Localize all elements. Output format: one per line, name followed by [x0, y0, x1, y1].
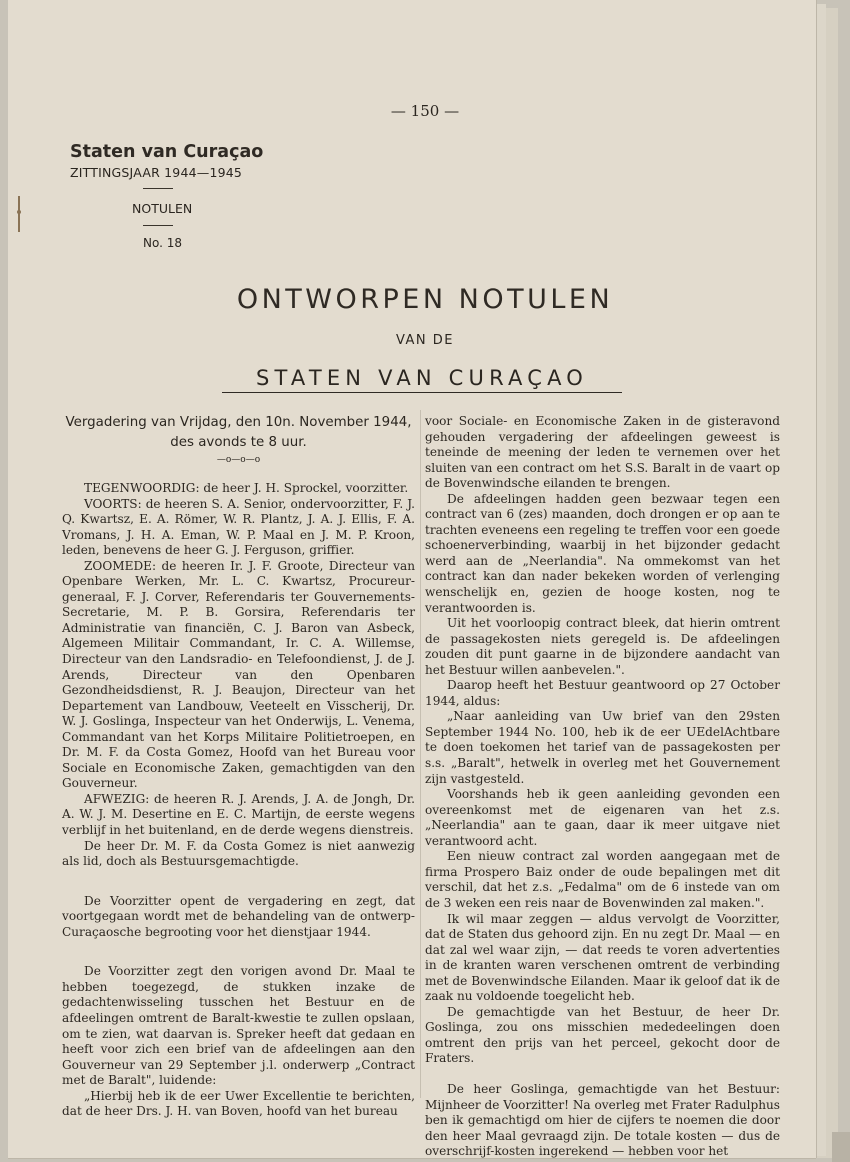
header-rule-bottom [143, 225, 173, 226]
paragraph-goslinga-speech: De heer Goslinga, gemachtigde van het Bestuur: Mijnheer de Voorzitter! Na overleg met Frater Radulphus ben ik gemachtigd om hier de cijfers te noemen die door den heer Maal gevraagd zijn. De totale kosten — dus de overschrijf-kosten ingerekend — hebben voor het [425, 1081, 780, 1159]
header-rule-top [143, 188, 173, 189]
paragraph-reply: Daarop heeft het Bestuur geantwoord op 27 October 1944, aldus: [425, 678, 780, 708]
paragraph-contract: De afdeelingen hadden geen bezwaar tegen een contract van 6 (zes) maanden, doch drongen er op aan te trachten eveneens een regeling te treffen voor een goede schoenerverbinding, waarbij in het bijzonder gedacht werd aan de „Neerlandia". Na ommekomst van het contract kan dan nader bekeken worden of verlenging wenschelijk en, gezien de hooge kosten, nog te verantwoorden is. [425, 491, 780, 615]
page-number: — 150 — [390, 102, 460, 120]
paragraph-neerlandia: Voorshands heb ik geen aanleiding gevonden een overeenkomst met de eigenaren van het z.s. „Neerlandia" aan te gaan, daar ik meer uitgave niet verantwoord acht. [425, 787, 780, 848]
attendance-members: VOORTS: de heeren S. A. Senior, ondervoorzitter, F. J. Q. Kwartsz, E. A. Römer, W. R. Plantz, J. A. J. Ellis, F. A. Vromans, J. H. A. Eman, W. P. Maal en J. M. P. Kroon, leden, benevens de heer G. J. Ferguson, griffier. [62, 496, 415, 558]
document-title: ONTWORPEN NOTULEN [236, 284, 614, 315]
page-corner-shadow [832, 1132, 850, 1162]
paragraph-tariff: „Naar aanleiding van Uw brief van den 29sten September 1944 No. 100, heb ik de eer UEdelAchtbare te doen toekomen het tarief van de passagekosten per s.s. „Baralt", hetwelk in overleg met het Gouvernement zijn vastgesteld. [425, 709, 780, 786]
attendance-officials: ZOOMEDE: de heeren Ir. J. F. Groote, Directeur van Openbare Werken, Mr. L. C. Kwartsz, Procureur-generaal, F. J. Corver, Referendaris ter Gouvernements-Secretarie, M. P. B. Gorsira, Referendaris ter Administratie van financiën, C. J. Baron van Asbeck, Algemeen Militair Commandant, Ir. C. A. Willemse, Directeur van den Landsradio- en Telefoondienst, J. de J. Arends, Directeur van den Openbaren Gezondheidsdienst, R. J. Beaujon, Directeur van het Departement van Landbouw, Veeteelt en Visscherij, Dr. W. J. Goslinga, Inspecteur van het Onderwijs, L. Venema, Commandant van het Korps Militaire Politietroepen, en Dr. M. F. da Costa Gomez, Hoofd van het Bureau voor Sociale en Economische Zaken, gemachtigden van den Gouverneur. [62, 558, 415, 791]
paragraph-voorzitter: Ik wil maar zeggen — aldus vervolgt de Voorzitter, dat de Staten dus gehoord zijn. En nu zegt Dr. Maal — en dat zal wel waar zijn, — dat reeds te voren advertenties in de kranten waren verschenen omtrent de verbinding met de Bovenwindsche Eilanden. Maar ik geloof dat ik de zaak nu voldoende toegelicht heb. [425, 911, 780, 1004]
meeting-line-1: Vergadering van Vrijdag, den 10n. November 1944, [65, 415, 412, 430]
session-year: ZITTINGSJAAR 1944—1945 [70, 165, 243, 180]
paragraph-letter-cont: voor Sociale- en Economische Zaken in de gisteravond gehouden vergadering der afdeelingen geweest is teneinde de meening der leden te vernemen over het sluiten van een contract om het S.S. Baralt in de vaart op de Bovenwindsche eilanden te brengen. [425, 414, 780, 491]
right-column [425, 414, 780, 1160]
column-divider [420, 410, 421, 1098]
paragraph-baralt: De Voorzitter zegt den vorigen avond Dr. Maal te hebben toegezegd, de stukken inzake de gedachtenwisseling tusschen het Bestuur en de afdeelingen omtrent de Baralt-kwestie te zullen opslaan, om te zien, wat daarvan is. Spreker heeft dat gedaan en heeft voor zich een brief van de afdeelingen aan den Gouverneur van 29 September j.l. onderwerp „Contract met de Baralt", luidende: [62, 964, 415, 1088]
paragraph-opening: De Voorzitter opent de vergadering en zegt, dat voortgegaan wordt met de behandeling van de ontwerp-Curaçaosche begrooting voor het dienstjaar 1944. [62, 893, 415, 939]
publisher-name: Staten van Curaçao [70, 142, 264, 162]
binder-dot [17, 210, 21, 214]
paragraph-fedalma: Een nieuw contract zal worden aangegaan met de firma Prospero Baiz onder de oude bepalingen met dit verschil, dat het z.s. „Fedalma" om de 6 instede van om de 3 weken een reis naar de Bovenwinden zal maken.". [425, 849, 780, 910]
paragraph-letter-start: „Hierbij heb ik de eer Uwer Excellentie te berichten, dat de heer Drs. J. H. van Boven, hoofd van het bureau [62, 1088, 415, 1119]
left-column [62, 414, 415, 1120]
attendance-note: De heer Dr. M. F. da Costa Gomez is niet aanwezig als lid, doch als Bestuursgemachtigde. [62, 838, 415, 869]
meeting-line-2: des avonds te 8 uur. [170, 435, 307, 450]
attendance-present: TEGENWOORDIG: de heer J. H. Sprockel, voorzitter. [84, 481, 409, 495]
paragraph-passage: Uit het voorloopig contract bleek, dat hierin omtrent de passagekosten niets geregeld is. De afdeelingen zouden dit punt gaarne in de bijzondere aandacht van het Bestuur willen aanbevelen.". [425, 616, 780, 677]
attendance-absent: AFWEZIG: de heeren R. J. Arends, J. A. de Jongh, Dr. A. W. J. M. Desertine en E. C. Martijn, de eerste wegens verblijf in het buitenland, en de derde wegens dienstreis. [62, 791, 415, 838]
issue-number: No. 18 [143, 236, 183, 250]
title-connector: VAN DE [395, 333, 455, 348]
binder-mark [18, 196, 20, 232]
assembly-title: STATEN VAN CURAÇAO [222, 366, 622, 393]
ornament-divider: —o—o—o [216, 455, 261, 465]
paragraph-goslinga-intro: De gemachtigde van het Bestuur, de heer Dr. Goslinga, zou ons misschien mededeelingen doen omtrent den prijs van het perceel, gekocht door de Fraters. [425, 1004, 780, 1066]
series-label: NOTULEN [132, 201, 193, 216]
